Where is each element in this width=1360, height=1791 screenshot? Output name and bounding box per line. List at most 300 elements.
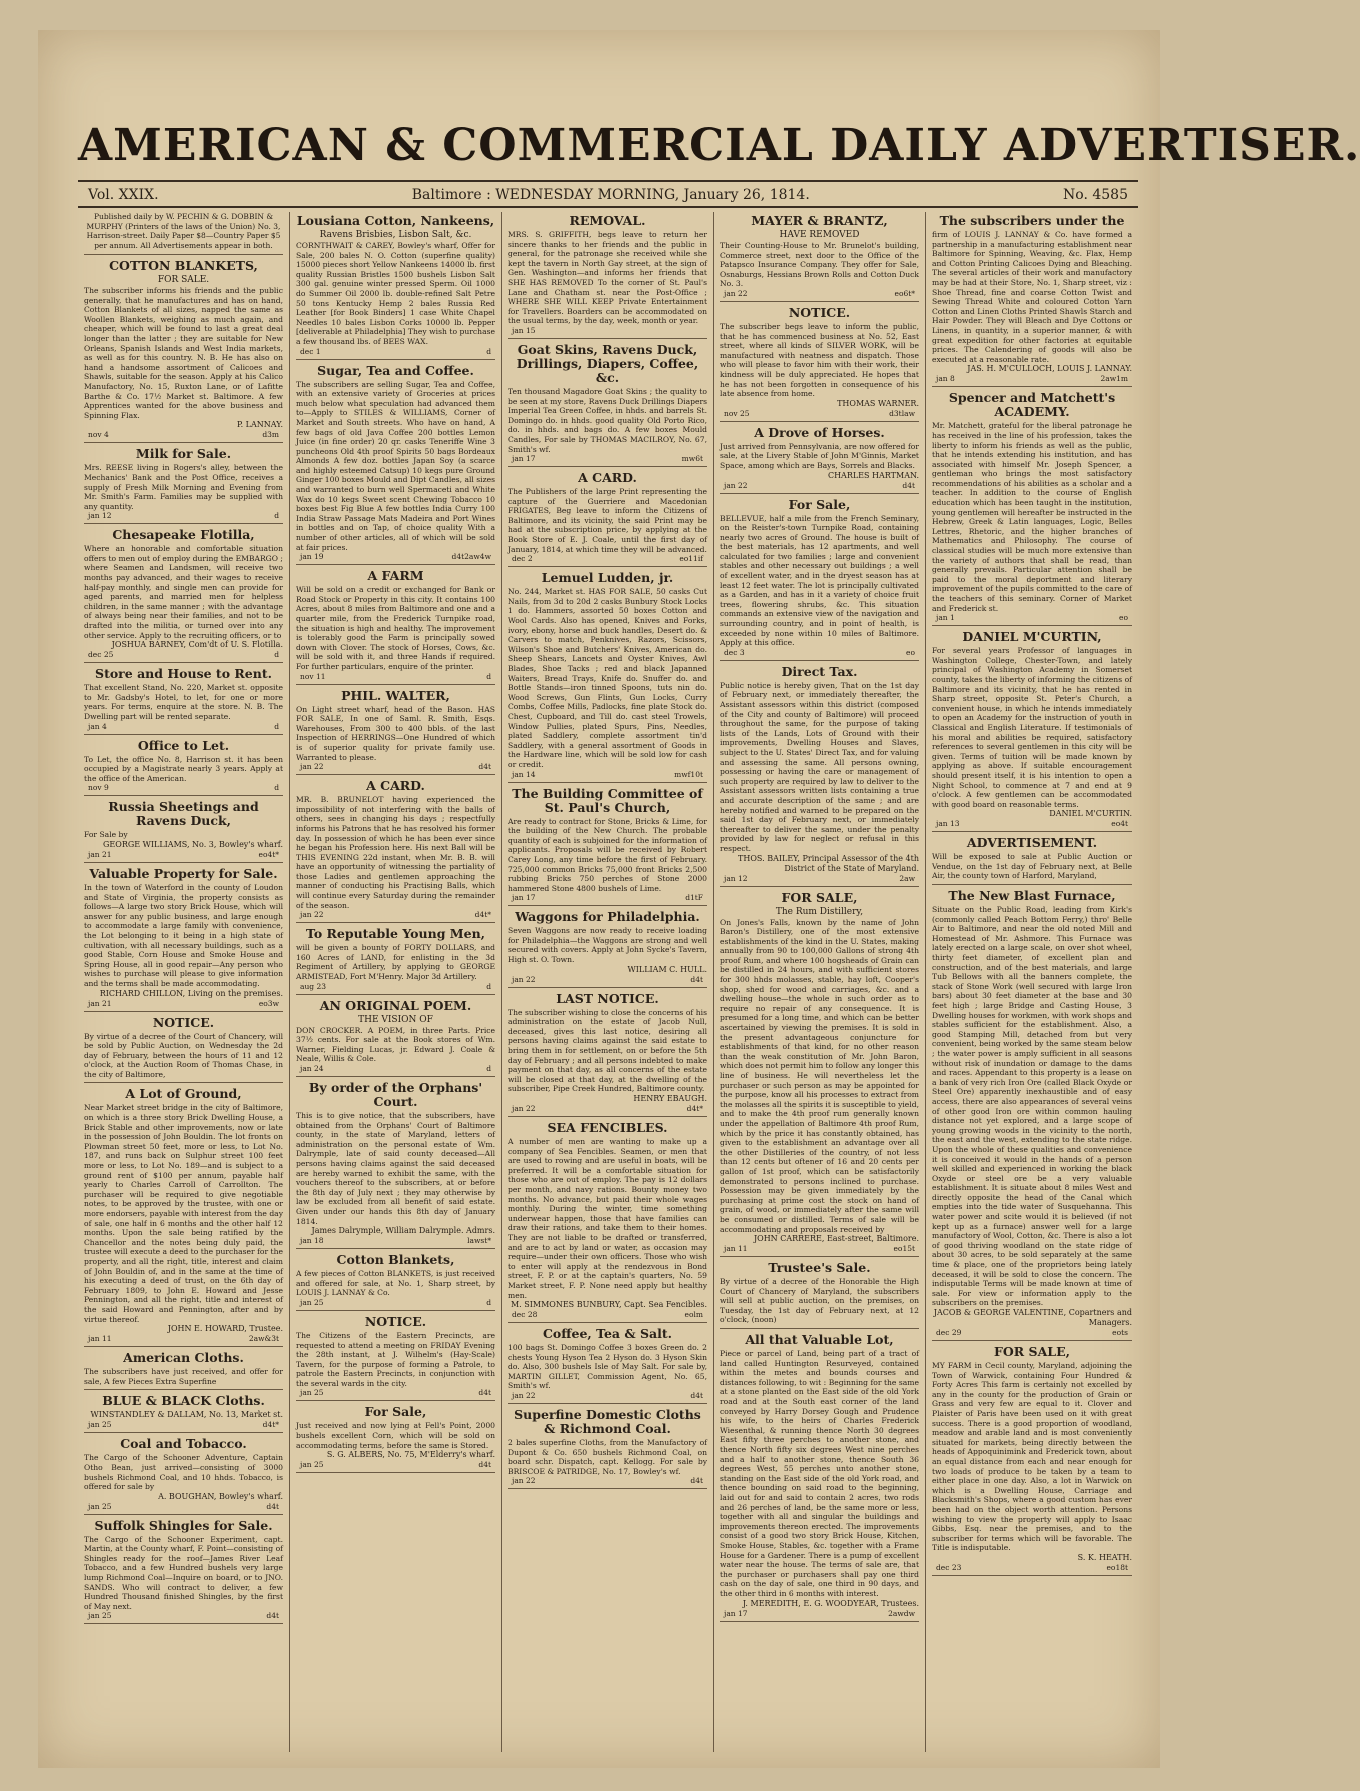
- ad-heading: Valuable Property for Sale.: [89, 865, 278, 881]
- ad-dateline: [508, 770, 707, 779]
- ad-dateline: [932, 819, 1132, 828]
- ad-heading: Sugar, Tea and Coffee.: [317, 362, 474, 378]
- advertisement: [296, 364, 495, 566]
- ad-insertion-code: 2aw1m: [1100, 374, 1128, 384]
- ad-heading: A CARD.: [366, 778, 425, 794]
- ad-dateline: [84, 1611, 283, 1620]
- ad-signature: JOSHUA BARNEY, Com'dt of U. S. Flotilla.: [111, 640, 283, 650]
- ad-dateline: [720, 874, 919, 883]
- advertisement: [720, 665, 919, 887]
- ad-heading: A Lot of Ground,: [125, 1086, 242, 1102]
- ad-heading: ADVERTISEMENT.: [966, 835, 1098, 851]
- advertisement: [296, 214, 495, 360]
- ad-insertion-code: d: [274, 721, 279, 731]
- advertisement: [296, 569, 495, 684]
- ad-dateline: [296, 1298, 495, 1307]
- advertisement: [720, 306, 919, 422]
- ad-insertion-code: d1tF: [685, 893, 703, 903]
- advertisement: [84, 867, 283, 1012]
- ad-date: jan 22: [300, 910, 324, 920]
- ad-dateline: [84, 1502, 283, 1511]
- advertisement: [296, 1081, 495, 1249]
- ad-insertion-code: d: [486, 1064, 491, 1073]
- ad-date: dec 28: [512, 1310, 538, 1320]
- ad-body: Where an honorable and comfortable situation offers to men out of employ during the EMBARGO ; where Seamen and Landsmen, will receive two months pay advanced, and their wages to receive half-pay monthly, and single men can provide for aged parents, and married men for helpless children, in the same manner ; with the advantage of always being near their families, and not to be drafted into the militia, or turned over into any other service. Apply to the recruiting officers, or to: [84, 544, 283, 640]
- ad-heading: Coal and Tobacco.: [120, 1436, 247, 1452]
- ad-body: On Jones's Falls, known by the name of John Baron's Distillery, one of the most extensive establishments of the kind in the U. States, making annually from 90 to 100,000 Gallons of strong 4th proof Rum, and where 100 hogsheads of Grain can be distilled in 24 hours, and with sufficient stores for 300 hhds molasses, stable, hay loft, Cooper's shop, shed for wood and carriages, &c. and a dwelling house—the whole in such order as to require no repair of any consequence. It is presumed for a long time, and which can be better ascertained by viewing the premises. It is sold in the present advantageous conjuncture for establishments of that kind, for no other reason than the weak constitution of Mr. John Baron, which does not permit him to follow any longer this line of business. He will nevertheless let the purchaser or such person as may be appointed for the purpose, know all his processes to extract from the molasses all the spirits it is susceptible to yield, and to make the 4th proof rum generally known under the appellation of Baltimore 4th proof Rum, which by the price it has constantly obtained, has given to the establishment an advantage over all the other Distilleries of the country, of not less than 12 cents but oftener of 16 and 20 cents per gallon of 1st proof, which can be satisfactorily demonstrated to persons inclined to purchase. Possession may be given immediately by the purchasing at prime cost the stock on hand of grain, of wood, or immediately after the same will be consumed or distilled. Terms of sale will be accommodating and proposals received by: [720, 917, 919, 1234]
- ad-date: jan 8: [936, 374, 955, 384]
- advertisement: [508, 471, 707, 567]
- ad-date: jan 17: [512, 893, 536, 903]
- ad-subheading: Ravens Brisbies, Lisbon Salt, &c.: [319, 230, 472, 240]
- ad-dateline: [508, 1476, 707, 1485]
- ad-date: jan 1: [936, 613, 955, 623]
- ad-body: On Light street wharf, head of the Bason. HAS FOR SALE, In one of Saml. R. Smith, Esqs. Warehouses, From 300 to 400 bbls. of the last Inspection of HERRINGS—One Hundred of which is of superior quality for private family use. Warranted to please.: [296, 704, 495, 762]
- ad-date: dec 1: [300, 346, 321, 356]
- ad-heading: FOR SALE,: [781, 889, 858, 905]
- ad-subheading: FOR SALE.: [157, 275, 210, 285]
- ad-body: BELLEVUE, half a mile from the French Seminary, on the Reister's-town Turnpike Road, containing nearly two acres of Ground. The house is built of the best materials, has 12 apartments, and well calculated for two families ; large and convenient stables and other necessary out buildings ; a well of excellent water, and in the dryest season has at least 12 feet water. The lot is principally cultivated as a Garden, and has in it a variety of choice fruit trees, flowering shrubs, &c. This situation commands an extensive view of the navigation and surrounding country, and in point of health, is exceeded by none within 10 miles of Baltimore. Apply at this office.: [720, 513, 919, 648]
- ad-dateline: [508, 1391, 707, 1400]
- ad-insertion-code: d3m: [262, 430, 279, 440]
- ad-body: MY FARM in Cecil county, Maryland, adjoining the Town of Warwick, containing Four Hundred & Forty Acres This farm is certainly not excelled by any in the county for the production of Grain or Grass and very few are equal to it. Clover and Plaister of Paris have been used on it with great success. There is a good proportion of woodland, meadow and arable land and is most conveniently situated for markets, being directly between the heads of Appoquinimink and Frederick town, about an equal distance from each and near enough for two loads of produce to be taken by a team to either place in one day. Also, a lot in Warwick on which is a Dwelling House, Carriage and Blacksmith's Shops, where a good custom has ever been had on the object worth attention. Persons wishing to view the property will apply to Isaac Gibbs, Esq. near the premises, and to the subscriber for terms which will be favorable. The Title is indisputable.: [932, 1361, 1132, 1553]
- columns-area: [78, 212, 1138, 1752]
- ad-signature: THOMAS WARNER.: [837, 398, 919, 408]
- ad-body: In the town of Waterford in the county of Loudon and State of Virginia, the property consists as follows—A large two story Brick House, which will answer for any public business, and large enough to accommodate a large family with convenience, the Lot belonging to it being in a high state of cultivation, with all necessary buildings, such as a good Stable, Corn House and Smoke House and Spring House, all in good repair—Any person who wishes to purchase will please to give information and the terms shall be made accommodating.: [84, 882, 283, 988]
- ad-insertion-code: mw6t: [681, 454, 703, 464]
- ad-body: The Cargo of the Schooner Experiment, capt. Martin, at the County wharf, F. Point—consisting of Shingles ready for the roof—James River Leaf Tobacco, and a few Hundred bushels very large lump Richmond Coal—Inquire on board, or to JNO. SANDS. Who will contract to deliver, a few Hundred Thousand finished Shingles, by the first of May next.: [84, 1534, 283, 1611]
- ad-dateline: [508, 1310, 707, 1319]
- advertisement: [508, 910, 707, 987]
- ad-signature: S. G. ALBERS, No. 75, M'Elderry's wharf.: [326, 1450, 495, 1460]
- ad-date: jan 17: [724, 1608, 748, 1618]
- advertisement: [932, 836, 1132, 885]
- ad-body: Seven Waggons are now ready to receive loading for Philadelphia—the Waggons are strong and well secured with covers. Apply at John Sycke's Tavern, High st. O. Town.: [508, 926, 707, 965]
- ad-insertion-code: d: [486, 671, 491, 681]
- ad-heading: FOR SALE,: [994, 1344, 1070, 1359]
- ad-heading: American Cloths.: [123, 1350, 244, 1366]
- ad-insertion-code: d4t2aw4w: [451, 552, 491, 562]
- publisher-notice: Published daily by W. PECHIN & G. DOBBIN & MURPHY (Printers of the laws of the Union) No. 3, Harrison-street. Daily Paper $8—Country Paper $5 per annum. All Advertisements appear in both.: [84, 212, 283, 255]
- ad-insertion-code: eots: [1112, 1328, 1128, 1337]
- ad-body: For several years Professor of languages in Washington College, Chester-Town, and lately principal of Washington Academy in Somerset county, takes the liberty of informing the citizens of Baltimore and its vicinity, that he has rented in Sharp street, opposite St. Peter's Church, a convenient house, in which he intends immediately to open an Academy for the instruction of youth in Classical and English Literature. If testimonials of his moral and abilities be required, satisfactory references to several gentlemen in this city will be given. Terms of tuition will be made known by applying as above. If suitable encouragement should present itself, it is his intention to open a Night School, to commence at 7 and end at 9 o'clock. A few gentlemen can be accommodated with good board on reasonable terms.: [932, 646, 1132, 809]
- ad-insertion-code: d4t: [266, 1611, 279, 1621]
- ad-body: The subscribers have just received, and offer for sale, A few Pieces Extra Superfine: [84, 1367, 283, 1386]
- ad-heading: Store and House to Rent.: [95, 666, 272, 682]
- ad-date: jan 22: [512, 1476, 536, 1486]
- advertisement: [84, 1519, 283, 1625]
- ad-insertion-code: d4t: [266, 1501, 279, 1511]
- ad-dateline: [720, 289, 919, 298]
- ad-body: The subscribers are selling Sugar, Tea and Coffee, with an extensive variety of Groceries at prices much below what speculation had advanced them to—Apply to STILES & WILLIAMS, Corner of Market and South streets. Who have on hand, A few bags of old Java Coffee 200 bottles Lemon Juice (in fine order) 20 qr. casks Teneriffe Wine 3 puncheons Old 4th proof Spirits 50 bags Bordeaux Almonds A few doz. bottles Japan Soy (a scarce and highly esteemed Catsup) 10 kegs pure Ground Ginger 100 boxes Mould and Dipt Candles, all sizes and warranted to burn well Spermaceti and White Wax do 10 kegs Sweet scent Chewing Tobacco 10 boxes best Fig Blue A few bottles India Curry 100 India Straw Passage Mats Madeira and Port Wines in bottles and on Tap, of choice quality With a number of other articles, all of which will be sold at fair prices.: [296, 379, 495, 552]
- column-4: [714, 212, 926, 1752]
- ad-heading: A CARD.: [578, 470, 637, 486]
- advertisement: [508, 787, 707, 907]
- ad-date: jan 15: [512, 325, 536, 335]
- ad-date: jan 25: [88, 1611, 112, 1621]
- ad-dateline: [296, 552, 495, 561]
- ad-signature: GEORGE WILLIAMS, No. 3, Bowley's wharf.: [103, 839, 283, 849]
- issue-date: Baltimore : WEDNESDAY MORNING, January 26, 1814.: [411, 187, 810, 203]
- ad-date: jan 21: [88, 849, 112, 859]
- ad-insertion-code: 2aw&3t: [248, 1334, 279, 1344]
- ad-dateline: [296, 762, 495, 771]
- ad-signature: THOS. BAILEY, Principal Assessor of the 4th District of the State of Maryland.: [738, 853, 919, 873]
- advertisement: [720, 426, 919, 494]
- ad-body: That excellent Stand, No. 220, Market st. opposite to Mr. Gadsby's Hotel, to let, for one or more years. For terms, enquire at the store. N. B. The Dwelling part will be rented separate.: [84, 683, 283, 721]
- column-1: [78, 212, 290, 1752]
- ad-date: jan 22: [512, 1104, 536, 1113]
- ad-heading: For Sale,: [364, 1404, 427, 1420]
- ad-dateline: [932, 1563, 1132, 1572]
- ad-dateline: [720, 648, 919, 657]
- ad-body: MR. B. BRUNELOT having experienced the impossibility of not interfering with the balls of others, sees in changing his days ; respectfully informs his Patrons that he has resolved his former day. In possession of which he has been ever since he began his Profession here. His next Ball will be THIS EVENING 22d instant, when Mr. B. B. will have an opportunity of witnessing the partiality of those Ladies and gentlemen approaching the manner of conducting his Practising Balls, which will continue every Saturday during the remainder of the season.: [296, 795, 495, 910]
- advertisement: [296, 689, 495, 776]
- ad-date: jan 21: [88, 998, 112, 1008]
- ad-insertion-code: eo15t: [893, 1244, 915, 1254]
- ad-heading: Chesapeake Flotilla,: [112, 527, 255, 543]
- ad-signature: JACOB & GEORGE VALENTINE, Copartners and Managers.: [933, 1308, 1132, 1327]
- ad-body: will be given a bounty of FORTY DOLLARS, and 160 Acres of LAND, for enlisting in the 3d Regiment of Artillery, by applying to GEORGE ARMISTEAD, Fort M'Henry. Major 3d Artillery.: [296, 943, 495, 982]
- advertisement: [720, 891, 919, 1258]
- ad-body: Situate on the Public Road, leading from Kirk's (commonly called Peach Bottom Ferry,) thro' Belle Air to Baltimore, and near the old noted Mill and Homestead of Mr. Ashmore. This Furnace was lately erected on a large scale, on over shot wheel, thirty feet diameter, of excellent plan and construction, and of the best materials, and large Tub Bellows with all the banners complete, the stack of Stone Work (well secured with large Iron bars) about 30 feet diameter at the base and 30 feet high ; large Bridge and Casting House, 3 Dwelling houses for workmen, with work shops and stables sufficient for the establishment. Also, a good Stamping Mill, detached from but very convenient, being worked by the same steam below ; the water power is amply sufficient in all seasons without risk of inundation or damage to the dams and races. Appendant to this property is a lease on a bank of very rich Iron Ore (called Black Oxyde or Steel Ore) apparently inexhaustible and of easy access, there are also appearances of several veins of other good Iron ore within common hauling distance not yet explored, and a large scope of young growing woods in the vicinity to the north, the east and the west, extending to the state ridge. Upon the whole of these qualities and convenience it is conceived it would in the hands of a person well skilled and experienced in working the black Oxyde or steel ore be a very valuable establishment. It is situate about 8 miles West and directly opposite the head of the Canal which empties into the tide water of Susquehanna. This water power and scite would it is believed (if not kept up as a furnace) answer well for a large manufactory of Wool, Cotton, &c. There is also a lot of good thriving woodland on the state ridge of about 30 acres, to be sold separately at the same time & place, one of the proprietors being lately deceased, it will be sold to close the concern. The indisputable Terms will be made known at time of sale. For view or information apply to the subscribers on the premises.: [932, 905, 1132, 1308]
- ad-date: jan 25: [300, 1388, 324, 1398]
- ad-insertion-code: d4t*: [474, 910, 491, 920]
- ad-date: jan 22: [724, 288, 748, 298]
- ad-body: Are ready to contract for Stone, Bricks & Lime, for the building of the New Church. The probable quantity of each is subjoined for the information of applicants. Proposals will be received by Robert Carey Long, any time before the first of February. 725,000 common Bricks 75,000 front Bricks 2,500 rubbing Bricks 750 perches of Stone 2000 hammered Stone 4800 bushels of Lime.: [508, 816, 707, 893]
- ad-dateline: [508, 454, 707, 463]
- ad-insertion-code: d4t: [478, 1460, 491, 1470]
- ad-dateline: [296, 1460, 495, 1469]
- ad-insertion-code: d: [486, 981, 491, 991]
- advertisement: [508, 1408, 707, 1489]
- ad-insertion-code: mwf10t: [674, 769, 703, 779]
- ad-date: nov 4: [88, 430, 109, 440]
- advertisement: [932, 391, 1132, 626]
- ad-dateline: [84, 1334, 283, 1343]
- ad-insertion-code: eo: [906, 647, 915, 657]
- ad-heading: REMOVAL.: [569, 213, 646, 228]
- advertisement: [508, 571, 707, 782]
- ad-dateline: [508, 893, 707, 902]
- ad-dateline: [84, 999, 283, 1008]
- ad-heading: The subscribers under the: [939, 213, 1125, 228]
- advertisement: [296, 999, 495, 1077]
- ad-dateline: [720, 1244, 919, 1253]
- ad-heading: A FARM: [367, 568, 424, 584]
- advertisement: [84, 1016, 283, 1084]
- ad-heading: Trustee's Sale.: [768, 1260, 871, 1276]
- ad-body: The Publishers of the large Print representing the capture of the Guerriere and Macedonian FRIGATES, Beg leave to inform the Citizens of Baltimore, and its vicinity, the said Print may be had at the subscription price, by applying at the Book Store of E. J. Coale, until the first day of January, 1814, at which time they will be advanced.: [508, 487, 707, 554]
- ad-dateline: [84, 722, 283, 731]
- ad-date: jan 25: [300, 1297, 324, 1307]
- ad-dateline: [84, 430, 283, 439]
- advertisement: [720, 1261, 919, 1329]
- advertisement: [296, 1253, 495, 1311]
- ad-body: By virtue of a decree of the Court of Chancery, will be sold by Public Auction, on Wednesday the 2d day of February, between the hours of 11 and 12 o'clock, at the Auction Room of Thomas Chase, in the city of Baltimore,: [84, 1031, 283, 1079]
- ad-insertion-code: eo4t*: [258, 849, 279, 859]
- ad-heading: SEA FENCIBLES.: [547, 1120, 668, 1135]
- ad-date: jan 11: [88, 1334, 112, 1344]
- ad-signature: JOHN CARRERE, East-street, Baltimore.: [753, 1234, 919, 1244]
- ad-insertion-code: d4t: [478, 1388, 491, 1398]
- column-5: [926, 212, 1138, 1752]
- ad-date: jan 19: [300, 552, 324, 562]
- ad-date: dec 3: [724, 647, 745, 657]
- ad-signature: WINSTANDLEY & DALLAM, No. 13, Market st.: [90, 1410, 283, 1420]
- advertisement: [84, 667, 283, 734]
- ad-signature: JAS. H. M'CULLOCH, LOUIS J. LANNAY.: [967, 364, 1132, 374]
- ad-insertion-code: d4t: [902, 480, 915, 490]
- advertisement: [296, 779, 495, 923]
- advertisement: [932, 889, 1132, 1341]
- ad-insertion-code: eo18t: [1106, 1562, 1128, 1572]
- advertisement: [84, 800, 283, 863]
- ad-date: nov 11: [300, 671, 326, 681]
- ad-heading: Waggons for Philadelphia.: [515, 909, 700, 925]
- ad-signature: James Dalrymple, William Dalrymple. Admrs.: [311, 1226, 495, 1236]
- ad-heading: Suffolk Shingles for Sale.: [94, 1517, 273, 1533]
- ad-date: jan 12: [88, 511, 112, 521]
- ad-body: Ten thousand Magadore Goat Skins ; the quality to be seen at my store, Ravens Duck Drillings Diapers Imperial Tea Green Coffee, in hhds. and barrels St. Domingo do. in hhds. good quality Old Porto Rico, do. in hhds. and bags do. A few boxes Mould Candles, For sale by THOMAS MACILROY, No. 67, Smith's wf.: [508, 386, 707, 454]
- ad-date: nov 25: [724, 408, 750, 418]
- ad-heading: PHIL. WALTER,: [341, 687, 450, 703]
- advertisement: [84, 528, 283, 663]
- ad-signature: A. BOUGHAN, Bowley's wharf.: [158, 1491, 283, 1501]
- advertisement: [932, 630, 1132, 832]
- ad-date: jan 14: [512, 769, 536, 779]
- ad-body: A number of men are wanting to make up a company of Sea Fencibles. Seamen, or men that are used to rowing and are useful in boats, will be preferred. It will be a comfortable situation for those who are out of employ. The pay is 12 dollars per month, and navy rations. Bounty money two months. No advance, but paid their whole wages monthly. During the winter, time something underwear happen, those that have families can draw their rations, and take them to their homes. They are not liable to be drafted or transferred, and are to act by land or water, as occasion may require—under their own officers. Those who wish to enter will apply at the rendezvous in Bond street, F. P. or at the captain's quarters, No. 59 Market street, F. P. None need apply but healthy men.: [508, 1137, 707, 1300]
- ad-date: dec 23: [936, 1562, 962, 1572]
- issue-number: No. 4585: [1063, 187, 1128, 203]
- ad-body: 100 bags St. Domingo Coffee 3 boxes Green do. 2 chests Young Hyson Tea 2 Hyson do. 3 Hyson Skin do. Also, 300 bushels Isle of May Salt. For sale by, MARTIN GILLET, Commission Agent, No. 65, Smith's wf.: [508, 1343, 707, 1391]
- advertisement: [720, 498, 919, 661]
- ad-body: CORNTHWAIT & CAREY, Bowley's wharf, Offer for Sale, 200 bales N. O. Cotton (superfine quality) 15000 pieces short Yellow Nankeens 14000 lb. first quality Russian Bristles 1500 bushels Lisbon Salt 300 gal. genuine winter pressed Sperm. Oil 1000 do Summer Oil 2000 lb. double-refined Salt Petre 50 tons Kentucky Hemp 2 bales Russia Red Leather [for Book Binders] 1 case White Chapel Needles 10 bales Lisbon Corks 10000 lb. Pepper [deliverable at Philadelphia] They wish to purchase a few thousand lbs. of BEES WAX.: [296, 241, 495, 346]
- ad-heading: BLUE & BLACK Cloths.: [102, 1393, 265, 1409]
- ad-insertion-code: d: [486, 346, 491, 356]
- ad-insertion-code: d: [274, 650, 279, 660]
- advertisement: [508, 1121, 707, 1323]
- ad-dateline: [84, 650, 283, 659]
- masthead-title: AMERICAN & COMMERCIAL DAILY ADVERTISER.: [78, 112, 1138, 182]
- ad-body: For Sale by: [84, 830, 128, 840]
- ad-heading: Lousiana Cotton, Nankeens,: [296, 213, 495, 228]
- ad-dateline: [508, 1104, 707, 1113]
- advertisement: [508, 214, 707, 339]
- ad-subheading: THE VISION OF: [358, 1014, 433, 1025]
- ad-body: No. 244, Market st. HAS FOR SALE, 50 casks Cut Nails, from 3d to 20d 2 casks Bunbury Stock Locks 1 do. Hammers, assorted 50 boxes Cotton and Wool Cards. Also has opened, Knives and Forks, ivory, ebony, horse and buck handles, Desert do. & Carvers to match, Penknives, Razors, Scissors, Wilson's Shoe and Butchers' Knives, American do. Sheep Shears, Lancets and Oyster Knives, Awl Blades, Shoe Tacks ; red and black Japanned Waiters, Bread Trays, Knife do. Snuffer do. and Bottle Stands—iron tinned Spoons, tuts nin do. Wood Screws, Gun Flints, Gun Locks, Curry Combs, Coffee Mills, Padlocks, fine plate Stock do. Chest, Cupboard, and Till do. cast steel Trowels, Window Pullies, plated Spurs, Pins, Needles, plated Saddlery, complete assortment tin'd Saddlery, with a general assortment of Goods in the Hardware line, which will be sold low for cash or credit.: [508, 587, 707, 769]
- advertisement: [296, 927, 495, 994]
- advertisement: [720, 214, 919, 302]
- ad-insertion-code: d4t: [690, 1476, 703, 1486]
- ad-date: jan 22: [512, 974, 536, 984]
- ad-date: jan 13: [936, 819, 960, 829]
- ad-dateline: [84, 511, 283, 520]
- ad-body: firm of LOUIS J. LANNAY & Co. have formed a partnership in a manufacturing establishment near Baltimore for Spinning, Weaving, &c. Flax, Hemp and Cotton Printing Calicoes Dying and Bleaching. The several articles of their work and manufactory may be had at their Store, No. 1, Sharp street, viz : Shoe Thread, fine and coarse Cotton Twist and Sewing Thread White and coloured Cotton Yarn Cotton and Linen Cloths Printed Shawls Starch and Hair Powder. They will Bleach and Dye Cottons or Linens, in quantity, in a superior manner, & with great expedition for other factories at equitable prices. The Calendering of goods will also be executed at a reasonable rate.: [932, 230, 1132, 364]
- ad-date: jan 24: [300, 1064, 324, 1073]
- dateline: [78, 184, 1138, 208]
- advertisement: [508, 343, 707, 467]
- ad-body: 2 bales superfine Cloths, from the Manufactory of Dupont & Co. 650 bushels Richmond Coal, on board schr. Dispatch, capt. Kellogg. For sale by BRISCOE & PATRIDGE, No. 17, Bowley's wf.: [508, 1438, 707, 1476]
- advertisement: [84, 739, 283, 797]
- ad-dateline: [932, 374, 1132, 383]
- ad-insertion-code: 2aw: [899, 873, 915, 883]
- ad-dateline: [296, 1388, 495, 1397]
- ad-body: Public notice is hereby given, That on the 1st day of February next, or immediately thereafter, the Assistant assessors within this district (composed of the City and county of Baltimore) will proceed throughout the same, for the purpose of taking lists of the Lands, Lots of Ground with their improvements, Dwelling Houses and Slaves, subject to the U. States' Direct Tax, and for valuing and assessing the same. All persons owning, possessing or having the care or management of such property are required by law to deliver to the Assistant assessors written lists containing a true and accurate description of the same ; and are hereby notified and warned to be prepared on the said 1st day of February next, or immediately thereafter to deliver the same, under the penalty provided by law for neglect or refusal in this respect.: [720, 680, 919, 853]
- column-3: [502, 212, 714, 1752]
- ad-dateline: [932, 613, 1132, 622]
- ad-heading: Cotton Blankets,: [336, 1252, 455, 1268]
- ad-dateline: [296, 1236, 495, 1245]
- ad-heading: Direct Tax.: [781, 663, 858, 679]
- ad-heading: The Building Committee of St. Paul's Church,: [512, 785, 703, 815]
- ad-body: Will be sold on a credit or exchanged for Bank or Road Stock or Property in this city. It contains 100 Acres, about 8 miles from Baltimore and one and a quarter mile, from the Frederick Turnpike road, the situation is high and healthy. The improvement is tolerably good the Farm is principally sowed down with Clover. The stock of Horses, Cows, &c. will be sold with it, and three Hands if required. For further particulars, enquire of the printer.: [296, 585, 495, 671]
- advertisement: [296, 1315, 495, 1402]
- ad-dateline: [932, 1328, 1132, 1337]
- ad-subheading: The Rum Distillery,: [775, 906, 864, 917]
- ad-dateline: [508, 975, 707, 984]
- ad-insertion-code: d: [274, 511, 279, 521]
- ad-subheading: HAVE REMOVED: [779, 230, 860, 240]
- ad-insertion-code: eo4t: [1111, 819, 1128, 829]
- ad-heading: COTTON BLANKETS,: [109, 258, 258, 273]
- ad-signature: DANIEL M'CURTIN.: [1049, 809, 1132, 819]
- ad-signature: WILLIAM C. HULL.: [627, 964, 707, 974]
- ad-date: dec 25: [88, 650, 114, 660]
- ad-insertion-code: d4t*: [686, 1104, 703, 1113]
- ad-insertion-code: eolm: [684, 1310, 703, 1320]
- ad-date: jan 12: [724, 873, 748, 883]
- newspaper-page: [38, 30, 1360, 1768]
- ad-heading: The New Blast Furnace,: [948, 888, 1116, 904]
- ad-heading: By order of the Orphans' Court.: [308, 1080, 483, 1109]
- ad-insertion-code: d4t: [690, 974, 703, 984]
- ad-heading: Coffee, Tea & Salt.: [542, 1326, 673, 1342]
- ad-body: A few pieces of Cotton BLANKETS, is just received and offered for sale, at No. 1, Sharp street, by LOUIS J. LANNAY & Co.: [296, 1269, 495, 1298]
- advertisement: [720, 1333, 919, 1621]
- ad-body: The subscriber informs his friends and the public generally, that he manufactures and has on hand, Cotton Blankets of all sizes, napped the same as Woollen Blankets, weighing as much again, and cheaper, which will be found to last a great deal longer than the latter ; they are suitable for New Orleans, Spanish Islands and West India markets, as well as for this country. N. B. He has also on hand a handsome assortment of Calicoes and Shawls, suitable for the season. Apply at his Calico Manufactory, No. 15, Ruxton Lane, or of Lafitte Barthe & Co. 17½ Market st. Baltimore. A few Apprentices wanted for the above business and Spinning Flax.: [84, 286, 283, 420]
- ad-body: Just received and now lying at Fell's Point, 2000 bushels excellent Corn, which will be sold on accommodating terms, before the same is Stored.: [296, 1421, 495, 1450]
- ad-date: jan 22: [512, 1391, 536, 1401]
- ad-signature: J. MEREDITH, E. G. WOODYEAR, Trustees.: [742, 1598, 919, 1608]
- advertisement: [84, 259, 283, 443]
- ad-heading: Goat Skins, Ravens Duck, Drillings, Diapers, Coffee, &c.: [516, 341, 699, 385]
- ad-dateline: [296, 672, 495, 681]
- advertisement: [932, 214, 1132, 387]
- ad-insertion-code: d: [486, 1297, 491, 1307]
- ad-body: MRS. S. GRIFFITH, begs leave to return her sincere thanks to her friends and the public in general, for the patronage she received while she kept the tavern in North Gay street, at the sign of Gen. Washington—and informs her friends that SHE HAS REMOVED To the corner of St. Paul's Lane and Chatham st. near the Post-Office ; WHERE SHE WILL KEEP Private Entertainment for Travellers. Boarders can be accommodated on the usual terms, by the day, week, month or year.: [508, 230, 707, 326]
- ad-date: nov 9: [88, 783, 109, 793]
- ad-dateline: [84, 850, 283, 859]
- ad-body: DON CROCKER. A POEM, in three Parts. Price 37½ cents. For sale at the Book stores of Wm. Warner, Fielding Lucas, jr. Edward J. Coale & Neale, Willis & Cole.: [296, 1025, 495, 1064]
- column-2: [290, 212, 502, 1752]
- ad-dateline: [84, 783, 283, 792]
- advertisement: [84, 1087, 283, 1347]
- ad-insertion-code: eo: [1119, 613, 1128, 623]
- ad-heading: NOTICE.: [364, 1313, 427, 1329]
- ad-date: jan 25: [300, 1460, 324, 1470]
- ad-date: jan 17: [512, 454, 536, 464]
- ad-body: By virtue of a decree of the Honorable the High Court of Chancery of Maryland, the subscribers will sell at public auction, on the premises, on Tuesday, the 1st day of February next, at 12 o'clock, (noon): [720, 1277, 919, 1325]
- ad-body: To Let, the office No. 8, Harrison st. it has been occupied by a Magistrate nearly 3 years. Apply at the office of the American.: [84, 754, 283, 783]
- ad-signature: P. LANNAY.: [236, 420, 283, 430]
- ad-date: aug 23: [300, 981, 327, 991]
- ad-date: dec 29: [936, 1328, 962, 1337]
- ad-dateline: [296, 982, 495, 991]
- ad-date: jan 22: [724, 480, 748, 490]
- ad-body: This is to give notice, that the subscribers, have obtained from the Orphans' Court of Baltimore county, in the state of Maryland, letters of administration on the personal estate of Wm. Dalrymple, late of said county deceased—All persons having claims against the said deceased are hereby warned to exhibit the same, with the vouchers thereof to the subscribers, at or before the 8th day of July next ; they may otherwise by law be excluded from all benefit of said estate. Given under our hands this 8th day of January 1814.: [296, 1111, 495, 1226]
- ad-dateline: [296, 1064, 495, 1073]
- ad-body: Mrs. REESE living in Rogers's alley, between the Mechanics' Bank and the Post Office, receives a supply of Fresh Milk Morning and Evening from Mr. Smith's Farm. Families may be supplied with any quantity.: [84, 463, 283, 511]
- ad-dateline: [720, 481, 919, 490]
- ad-date: jan 25: [88, 1501, 112, 1511]
- ad-heading: NOTICE.: [152, 1014, 215, 1030]
- advertisement: [932, 1345, 1132, 1576]
- ad-date: jan 22: [300, 762, 324, 772]
- ad-insertion-code: d3tlaw: [889, 408, 915, 418]
- ad-heading: LAST NOTICE.: [556, 990, 659, 1006]
- ad-dateline: [296, 910, 495, 919]
- ad-dateline: [720, 409, 919, 418]
- ad-insertion-code: d4t: [478, 762, 491, 772]
- ad-body: The Citizens of the Eastern Precincts, are requested to attend a meeting on FRIDAY Evening the 28th instant, at J. Wilhelm's (Hay-Scale) Tavern, for the purpose of forming a Patrole, to patrole the Eastern Precincts, in conjunction with the several wards in the city.: [296, 1330, 495, 1388]
- ad-insertion-code: eo3w: [258, 998, 279, 1008]
- ad-insertion-code: eo6t*: [894, 288, 915, 298]
- ad-heading: Superfine Domestic Cloths & Richmond Coal.: [514, 1407, 701, 1437]
- ad-body: Just arrived from Pennsylvania, are now offered for sale, at the Livery Stable of John M'Ginnis, Market Space, among which are Bays, Sorrels and Blacks.: [720, 441, 919, 470]
- ad-heading: MAYER & BRANTZ,: [751, 213, 888, 228]
- ad-insertion-code: lawst*: [467, 1236, 491, 1246]
- ad-heading: Lemuel Ludden, jr.: [541, 570, 674, 586]
- advertisement: [84, 1437, 283, 1514]
- ad-signature: HENRY EBAUGH.: [633, 1094, 707, 1103]
- advertisement: [296, 1405, 495, 1473]
- ad-heading: NOTICE.: [788, 304, 851, 320]
- advertisement: [84, 1394, 283, 1433]
- ad-heading: Russia Sheetings and Ravens Duck,: [108, 799, 259, 829]
- ad-date: jan 18: [300, 1236, 324, 1246]
- ad-dateline: [296, 347, 495, 356]
- ad-dateline: [508, 554, 707, 563]
- ad-heading: DANIEL M'CURTIN,: [962, 629, 1102, 645]
- ad-dateline: [84, 1420, 283, 1429]
- ad-heading: AN ORIGINAL POEM.: [319, 997, 472, 1013]
- ad-insertion-code: d4t*: [262, 1420, 279, 1430]
- ad-body: Will be exposed to sale at Public Auction or Vendue, on the 1st day of February next, at Belle Air, the county town of Harford, Maryland,: [932, 852, 1132, 881]
- ad-signature: JOHN E. HOWARD, Trustee.: [167, 1324, 283, 1334]
- ad-date: jan 4: [88, 721, 107, 731]
- ad-heading: Milk for Sale.: [135, 446, 232, 462]
- ad-body: Their Counting-House to Mr. Brunelot's building, Commerce street, next door to the Office of the Patapsco Insurance Company. They offer for Sale, Osnaburgs, Hessians Brown Rolls and Cotton Duck No. 3.: [720, 241, 919, 289]
- advertisement: [508, 1327, 707, 1404]
- advertisement: [84, 1351, 283, 1390]
- ad-body: The subscriber begs leave to inform the public, that he has commenced business at No. 52, East street, where all kinds of SILVER WORK, will be manufactured with neatness and dispatch. Those who will please to favor him with their work, their kindness will be duly appreciated. He hopes that he has not been forgotten in consequence of his late absence from home.: [720, 321, 919, 399]
- ad-signature: M. SIMMONES BUNBURY, Capt. Sea Fencibles.: [510, 1300, 707, 1310]
- ad-body: The subscriber wishing to close the concerns of his administration on the estate of Jacob Null, deceased, gives this last notice, desiring all persons having claims against the said estate to bring them in for settlement, on or before the 5th day of February ; and all persons indebted to make payment on that day, as all concerns of the estate will be closed at that day, at the dwelling of the subscriber, Pipe Creek Hundred, Baltimore county.: [508, 1007, 707, 1094]
- ad-insertion-code: d: [274, 783, 279, 793]
- ad-body: The Cargo of the Schooner Adventure, Captain Otho Bean, just arrived—consisting of 3000 bushels Richmond Coal, and 10 hhds. Tobacco, is offered for sale by: [84, 1453, 283, 1492]
- ad-signature: CHARLES HARTMAN.: [827, 470, 919, 480]
- ad-heading: For Sale,: [788, 496, 851, 512]
- ad-heading: All that Valuable Lot,: [745, 1332, 894, 1348]
- ad-body: Mr. Matchett, grateful for the liberal patronage he has received in the line of his profession, takes the liberty to inform his friends as well as the public, that he intends extending his institution, and has associated with himself Mr. Joseph Spencer, a gentleman who brings the most satisfactory recommendations of his abilities as a scholar and a teacher. In addition to the course of English education which has been taught in the institution, young gentlemen will hereafter be instructed in the Hebrew, Greek & Latin languages, Logic, Belles Lettres, Rhetoric, and the higher branches of Mathematics and Philosophy. The course of classical studies will be much more extensive than the variety of authors that shall be read, than generally prevails. Particular attention shall be paid to the moral deportment and literary improvement of the pupils committed to the care of the teachers of this seminary. Corner of Market and Frederick st.: [932, 421, 1132, 613]
- ad-date: jan 11: [724, 1244, 748, 1254]
- advertisement: [508, 992, 707, 1117]
- ad-heading: Office to Let.: [137, 737, 230, 753]
- ad-signature: RICHARD CHILLON, Living on the premises.: [99, 988, 283, 998]
- volume-number: Vol. XXIX.: [88, 187, 159, 203]
- ad-dateline: [720, 1609, 919, 1618]
